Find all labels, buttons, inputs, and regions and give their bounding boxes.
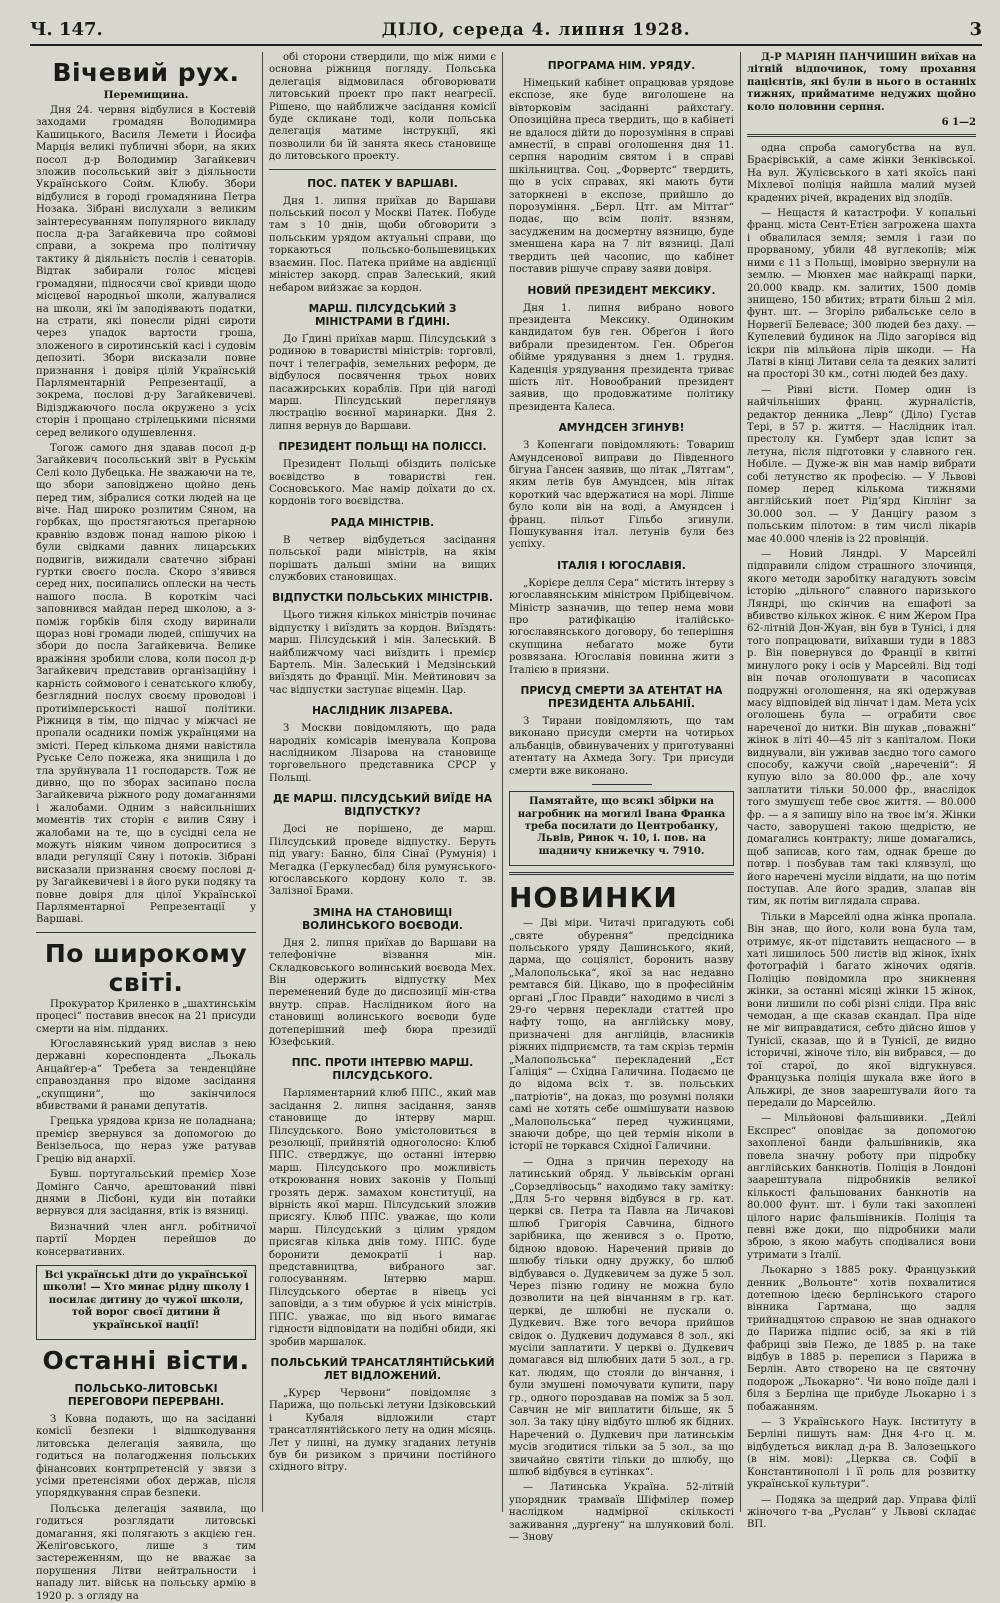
page-number: 3 [969,19,982,40]
article-headline: ІТАЛІЯ І ЮГОСЛАВІЯ. [557,559,686,572]
article-headline: ПОЛЬСЬКИЙ ТРАНСАТЛЯНТІЙСЬКИЙ ЛЕТ ВІДЛОЖЕНИЙ. [270,1356,495,1382]
article-headline: ДЕ МАРШ. ПІЛСУДСЬКИЙ ВИЇДЕ НА ВІДПУСТКУ? [273,793,492,819]
article-headline: РАДА МІНІСТРІВ. [330,516,435,529]
appeal-text: Всі українські діти до української школи! — Хто минає рідну школу і посилає дитину до чужої школи, той ворог своєї дитини й української нації! [43,1269,249,1331]
article-paragraph: Дня 1. липня приїхав до Варшави польський посол у Москві Патек. Побуде там з 10 днів, щоби обговорити з польським урядом актуальні справи, що торкаються польсько-большевицьких взаємин. Пос. Патека прийме на авдієнції міністер закорд. справ Залеський, який небаром вийзжає за кордон. [269,195,496,294]
news-item: — Новий Ляндрі. У Марсейлі підправили слідом страшного злочинця, якого методи заробітку нагадують зовсім історію „дільного“ славного паризького Ляндрі, що скінчив на ешафоті за вбивство кількох жінок. Є ним Жером Пра 62-літній Дон-Жуан, він був в Тунісі, і для того попрацювати, виїхавши туди в 1883 р. Він повернувся до Франції в квітні минулого року і осів у Марсейлі. Від тоді він почав оголошувати в часописах подружні оголошення, на які одержував масу відповідей від лінчат і дам. Мета усіх оголошень була — ограбити своє нареченої до нитки. Він шукав „поважні“ жінок в літі 40—45 літ з капіталом. Поки виднували, він уживав заєдно того самого способу, кажучи своїй „нареченій“: Я купую віло за 80.000 фр., але хочу заплатити тільки 50.000 фр., внаслідок того змушуєш тебе своє життя. — 80.000 фр. — а я запишу віло на твоє імʼя. Жінки часто, заворушені такою щедрістю, не домагались контракту; лише домагались, щоб записав, кого там, однак бреше до потвр. і позбував там такі клявзулі, що його наречені мусіли віддати, на що потім поступав. Але його зрадив, злапав він тим, як потім виглядала справа. [747,549,976,908]
article-paragraph: Парляментарний клюб ППС., який мав засідання 2. липня засідання, заняв становище до інтерву марш. Пілсудського. Воно умістоловиться в резолюції, прийнятій одноголосно: Клюб ППС. стверджує, що останні інтервю марш. Пілсудського про можливість откроювання нових законів у Польщі грозять держ. замахом конституції, на вірність якої марш. Пілсудський зложив присягу. Клюб ППС. уважає, що коли марш. Пілсудський з цілим урядом присягав кілька днів тому. ППС. буде боронити демократії і нар. представництва, вибраного заг. голосуванням. Інтервю марш. Пілсудського обертає в нівець усі заповіди, а з тим обурює й усіх міністрів. ППС. уважає, що від нього вимагає гідности відповідати на подібні обиди, які зробив маршалок. [269,1088,496,1348]
section-subtitle: Перемищина. [103,89,189,101]
news-item: — Рівні вісти. Помер один із найчільніших франц. журналістів, редактор денника „Левр“ (Діло) Густав Тері, в 57 р. життя. — Наслідник італ. престолу кн. Гумберт здав іспит за летуна, після підготовки у славного ген. Нобіле. — Дуже-ж він мав намір вибрати собі летунство як професію. — У Львові помер перед кількома тижнями англійський поет Рідʼярд Кіплінг за 30.000 зол. — У Данцігу разом з польським пілотом: в тим числі лікарів має 40.000 членів із 22 провінцій. [747,384,976,545]
article-paragraph: „Курєр Червони“ повідомляє з Парижа, що польські летуни Ідзіковський і Кубаля відложили старт трансатлянтійського лету на один місяць. Лет у липні, на думку згаданих летунів був би ризиком з причини постійного східного вітру. [269,1387,496,1474]
article-headline: НОВИЙ ПРЕЗИДЕНТ МЕКСИКУ. [527,284,716,297]
article-paragraph: З Ковна подають, що на засіданні комісії безпеки і відшкодування литовська делегація заявила, що годиться на полагодження польських фінансових контрпретенсій у звязи з усіми претенсіями обох держав, після упорядкування справ безпеки. [36,1413,256,1500]
notice-text: Д-Р МАРІЯН ПАНЧИШИН виїхав на літній відпочинок, тому прохання пацієнтів, які були в нього в останніх тижнях, прийматиме недужих щойно коло половини серпня. [747,52,976,113]
news-item: одна спроба самогубства на вул. Браєрівській, а саме жінки Зенківської. На вул. Жулієвського в хаті якоїсь пані Міхлевої поліція найшла малий музей крадених річей, вкрадених від злодіїв. [747,143,976,204]
news-item: — Подяка за щедрий дар. Управа філії жіночого т-ва „Руслан“ у Львові складає ВП. [747,1494,976,1531]
news-item: Бувш. португальський премієр Хозе Домінго Санчо, арештований півні днями в Лісбоні, куди він потайки вернувся для засідання, втік із вязниці. [36,1169,256,1218]
article-headline: ПРОГРАМА НІМ. УРЯДУ. [547,60,696,72]
article-paragraph: До Ґдині приїхав марш. Пілсудський з родиною в товаристві міністрів: торговлі, почт і телеграфів, земельних реформ, де відбулося посвячення трьох нових пасажирських кораблів. При цій нагоді марш. Пілсудський переглянув люстрацію воєнної маринарки. Дня 2. липня вернув до Варшави. [269,333,496,432]
news-item: — Одна з причин переходу на латинський обряд. У львівськім органі „Сорзедлівосьць“ находимо таку замітку: „Для 5-го червня відбувся в гр. кат. церкві св. Петра та Павла на Личакові шлюб Григорія Савчина, бідного зарібника, що женився з о. Протю, бідною вдовою. Наречений привів до шлюбу тільки одну дружку, бо шлюб відбувався о. Дудкевичем за дуже 5 зол. Через пізню годину не можна було дозволити на цей вінчанням в гр. кат. церкві, де шлюбні не пускали о. Дудкевич. Вже того вечора прийшов свідок о. Дудкевич додумався 8 зол., які мусіли заплатити. У церкві о. Дудкевич домагався від шлюбних дати 5 зол., а гр. кат. людям, що стояли до вінчання, і були змушені помочувати купити, пару гр., одного пороздавав на поміж за 5 зол. Савчин не міг виплатити більше, як 5 зол. За таку ціну відбуто шлюб як бідних. Наречений о. Дудкевич при латинськім мусів згодитися тільки за 5 зол., за що звичайно святіти тільки до шлюбу, що шлюб відбувся в сутінках“. [509,1156,734,1478]
article-headline: ЗМІНА НА СТАНОВИЩІ ВОЛИНСЬКОГО ВОЄВОДИ. [302,906,463,932]
article-headline: ВІДПУСТКИ ПОЛЬСЬКИХ МІНІСТРІВ. [272,592,493,605]
news-item: — Нещастя й катастрофи. У копальні франц. міста Сент-Етієн загрожена шахта і обвалилася земля; земля і гази по прорваному, убили 48 вуглекопів; між ними є 11 з Польщі, імовірно звернули на землю. — Мюнхен має найкращі парки, 20.000 квадр. км. залитих, 1500 домів знищено, 150 вбитих; втрати більш 2 міл. фунт. шт. — Згоріло рибальське село в Норвегії Белевасе; 300 людей без даху. — Купелевий будинок на Лідо загорівся від іскри пів мільйона лірів шкоди. — На Латві в кінці Литави села та деяких залиті на просторі 30 км., сотні людей без даху. [747,208,976,381]
news-item: — Дві міри. Читачі пригадують собі „святе обурення“ предсідника польського уряду Дашинського, який, дарма, що соціяліст, боронить назву „Малопольська“, якої за нас недавно ремтався бій. Цікаво, що в професійнім органі „Ґлос Правди“ находимо в числі з 29-го червня переклади статтей про нафту тощо, на англійську мову, призначені для англійців, власників ріжних підприємств, та там скрізь термін „Малопольська“ перекладений „Ест Ґаліція“ — Східна Галичина. Подаємо це до відома всіх т. зв. польських „патріотів“, на доказ, що розумні поляки самі не хотять себе ошмішувати назвою „Малопольська“ перед чужинцями, знаючи добре, що цей термін ніколи в історії не торкався Східної Галичини. [509,918,734,1153]
news-item: Тільки в Марсейлі одна жінка пропала. Він знав, що його, коли вона була там, отримує, як-от підставить нещасного — в хаті лишилось 500 листів від жінок, їхніх фотографій і багато жіночих одягів. Поліцію повідомила про зникнення жінки, за останні місяці жінки 15 жінок, вони лишили по собі різні сліди. Пра вніс чемодан, а ще сказав скандал. Пра ніде не міг виправдатися, себто дійсно йшов у Тунісії, сказав, що й в Тунісії, де видно історичні, жіноче тіло, він вибрався, — до тої старої, до якої відгукнувся. Французька поліція шукала вже його в Альжирі, де знов заарештували його та передали до Марсейлю. [747,911,976,1109]
appeal-box [36,1265,256,1340]
article-headline: ПОС. ПАТЕК У ВАРШАВІ. [307,177,458,190]
news-item: Грецька урядова криза не поладнана; премієр звернувся за допомогою до Венізельоса, що нераз уже ратував Грецію від анархії. [36,1116,256,1165]
news-item: — Мільйонові фальшивики. „Дейлі Експрес“ оповідає за допомогою захопленої банди фальшівників, яка повела значну роботу при підробку англійських банкнотів. Поліція в Лондоні заарештувала підробників великої кількості фальшованих банкнотів на 80.000 фунт. шт. і були такі захоплені цілого нарис фальшівників. Поліція та певні вже доки, що підробники мали зброю, з якою мабуть сподівалися вони утримати з Італії. [747,1113,976,1261]
section-title-vesti: Останні вісти. [42,1345,250,1375]
news-item: Визначний член англ. робітничої партії Морден перейшов до консервативних. [36,1221,256,1258]
section-title-novynky: НОВИНКИ [509,881,678,915]
article-paragraph: З Москви повідомляють, що рада народніх комісарів іменувала Копрова наслідником Лізарова на становище торговельного представника СРСР у Польщі. [269,723,496,784]
news-item: Югославянський уряд вислав з нею державні кореспондента „Льокаль Анцайґер-а“ Требета за тенденційне справоздання про відоме засідання „скупщини“, що закінчилося вбивствами й ранами депутатів. [36,1039,256,1113]
article-paragraph: Цього тижня кількох міністрів починає відпустку і виїздить за кордон. Виїздять: марш. Пілсудський і мін. Залеський. В найближчому часі виїздить і премієр Бартель. Мін. Залеський і Медзінський виїздять до Франції. Мін. Мейтинович за час відпустки заступає віцемін. Цар. [269,610,496,696]
divider [747,134,976,137]
article-paragraph: Президент Польщі обіздить поліське воєвідство в товаристві ген. Сосновського. Має намір доїхати до сх. кордонів того воєвідства. [269,459,496,508]
column-3 [502,52,740,1544]
issue-number: Ч. 147. [30,19,103,40]
article-paragraph: „Корієре делля Сера“ містить інтерву з югославянським міністром Прібіцевічом. Міністр зазначив, що тепер нема мови про ратифікацію італійсько-югославянського договору, бо теперішня скупщина небагато може бути розвязана. Югославія повинна жити з Італією в приязни. [509,577,734,676]
column-2 [262,52,502,1512]
divider [509,872,734,875]
article-paragraph: Дня 24. червня відбулися в Костевій заходами громадян Володимира Кашицького, Василя Лемети і Йосифа Марція великі публичні збори, на яких посол д-р Володимир Загайкевич зложив посольський звіт з діяльности Українського Сойм. Клюбу. Збори відбулися в городі громадянина Петра Нозака. Зібрані вислухали з великим заінтересуванням популярного викладу посла д-ра Загайкевича про соймові справи, а зокрема про політичну тактику й діяльність послів і сенаторів. Відтак забирали голос місцеві громадяни, підносячи свої кривди щодо місцевої народньої школи, жалувалися на школи, які їм заподіявають податки, на страти, які понесли рідні сироти через упадок вартости гроша, зложеного в сиротинській касі і судовім депозиті. Збори висказали повне признання і довіря цілій Українській Парляментарній Репрезентації, а зокрема, послові д-ру Загайкевичеві. Відізджаючого посла окружено з усіх сторін і прощано стрілецькими піснями серед великого одушевлення. [36,105,256,439]
divider [269,169,496,170]
article-paragraph: Польська делегація заявила, що годиться розглядати литовські домагання, які полягають з акцією ген. Желіґовського, лише з тим застереженням, що не вважає за порушення Літви нейтральности і нападу лит. військ на польську армію в 1920 р. з огляду на [36,1503,256,1602]
article-paragraph: Німецький кабінет опрацював урядове експозе, яке буде виголошене на вівторковім засіданні райхстаґу. Опозиційна преса твердить, що в кабінеті не вдалося дійти до порозуміння в справі амнестії, в справі оголошення дня 11. серпня народнім святом і в справі шкільництва. Соц. „Форвертс“ твердить, що в усіх справах, які мають бути заторкнені в експозе, прийшло до порозуміння. „Берл. Цтг. ам Міттаг“ подає, що всім політ. вязням, засудженим на досмертну вязницю, буде зменшена кара на 7 літ вязниці. Далі твердить цей часопис, що кабінет поставив рішуче справу заяви довіря. [509,78,734,276]
divider [36,932,256,933]
article-paragraph: обі сторони ствердили, що між ними є основна ріжниця погляду. Польська делегація відмовилася обговорювати литовський проект про пакт неагресії. Рішено, що найближче засідання комісії буде скликане тоді, коли польська делегація матиме інструкції, які позволили би їй занята якесь становище до литовського проекту. [269,52,496,163]
section-title-viche: Вічевий рух. [52,58,240,87]
notice-code: 6 1—2 [941,117,976,129]
article-headline: ПРЕЗИДЕНТ ПОЛЬЩІ НА ПОЛІССІ. [278,441,487,454]
article-paragraph: З Копенгаги повідомляють: Товариш Амундсенової виправи до Південного бігуна Гансен заявив, що літак „Лятгам“, яким летів був Амундсен, мін літак короткий час вдержатися на морі. Ліпше було коли він на воді, а Амундсен і франц. пільот Гільбо згинули. Пошукування італ. летунів були без успіху. [509,440,734,551]
divider [592,784,652,785]
news-item: Прокуратор Криленко в „шахтинськім процесі“ поставив внесок на 21 присуди смерти на нім. підданих. [36,998,256,1035]
article-headline: ПОЛЬСЬКО-ЛИТОВСЬКІ ПЕРЕГОВОРИ ПЕРЕРВАНІ. [67,1382,225,1408]
article-headline: НАСЛІДНИК ЛІЗАРЕВА. [312,705,453,718]
news-item: — Латинська Україна. 52-літній упорядник трамваїв Шіфмілер помер наслідком надмірної скількості заживання „дурґену“ на шлунковий болі. — Знову [509,1482,734,1544]
news-item: — З Українського Наук. Інституту в Берліні пишуть нам: Дня 4-го ц. м. відбудеться виклад д-ра В. Залозецького (в нім. мові): „Церква св. Софії в Константинополі і її роль для розвитку української культури“. [747,1417,976,1491]
article-paragraph: Досі не порішено, де марш. Пілсудський проведе відпустку. Беруть під увагу: Банно, біля Сінаї (Румунія) і Мегадка (Геркулесбад) біля румунського-югославського кордону коло т. зв. Залізної Брами. [269,824,496,898]
article-headline: АМУНДСЕН ЗГИНУВ! [558,422,685,435]
article-headline: МАРШ. ПІЛСУДСЬКИЙ З МІНІСТРАМИ В ҐДИНІ. [308,302,457,328]
article-headline: ПРИСУД СМЕРТИ ЗА АТЕНТАТ НА ПРЕЗИДЕНТА АЛЬБАНІЇ. [520,685,723,711]
notice-box [509,791,734,866]
article-paragraph: В четвер відбудеться засідання польської ради міністрів, на якім порішать дальші зміни на вищих службових становищах. [269,534,496,583]
column-4 [740,52,982,1531]
masthead [30,14,982,46]
article-paragraph: Тогож самого дня здавав посол д-р Загайкевич посольський звіт в Руськім Селі коло Дубецька. Не зважаючи на те, що збори заповіджено щойно день перед тим, зібралися сотки людей на це віче. Над широко розлитим Сяном, на горбках, що простягаються прегарною кравнію вздовж понад нашою рікою і були свідками давних лицарських подвигів, вижидали сватечно зібрані гуртки своєго посла. Скоро з'явився серед них, посипались оплески на честь нашого посла. В короткім часі заповнився майдан перед школою, а з-поміж горбків біля сходу виринали щораз нові громади людей, спішучих на збори до посла Загайкевича. Велике вражіння зробили слова, коли посол д-р Загайкевич представив організаційну і карність соймового і сенатського клюбу, безглядний послух своєму проводові і протиімперськості нашої політики. Ріжниця в тім, що підчас у міжчасі не пропали осадники поміж українцями на змісті. Перед кількома днями навістила Руське Село пожежа, яка знищила і до тла зруйнувала 11 господарств. Тож не дивно, що по зборах засипано посла Загайкевича ріжного роду домаганнями і жалобами. Одним з найсильніших моментів тих сторін є вилив Сяну і жалобами на те, що в сусідні села не можуть ніяким чином допроситися з влади регуляції Сяну і потоків. Зібрані висказали признання своєму послові д-ру Загайкевичеві і в його руки подяку та повне довіря для цілої Української Парляментарної Репрезентації у Варшаві. [36,442,256,926]
notice-text: Памятайте, що всякі збірки на нагробник на могилі Івана Франка треба посилати до Центробанку, Львів, Ринок ч. 10, і. пов. на шадничу книжечку ч. 7910. [517,796,726,857]
article-headline: ППС. ПРОТИ ІНТЕРВЮ МАРШ. ПІЛСУДСЬКОГО. [291,1057,474,1083]
article-paragraph: Дня 2. липня приїхав до Варшави на телефонічне візвання мін. Складковського волинський воєвода Мех. Він одержить відпустку Мех переменений буде до диспозиції мін-ства внутр. справ. Наслідником його на становищі волинського воєводи буде дотеперішний шеф бюра президії Юзефський. [269,937,496,1048]
article-paragraph: З Тирани повідомляють, що там виконано присуди смерти на чотирьох альбанців, обвинувачених у приготуванні атентату на Ахмеда Зогу. Три присуди смерти вже виконано. [509,716,734,777]
article-paragraph: Дня 1. липня вибрано нового президента Мексику. Одиноким кандидатом був ген. Обреґон і його вибрали президентом. Ген. Обреґон обійме урядування з днем 1. грудня. Каденція урядування президента триває шість літ. Новообраний президент заявив, що продовжатиме політику президента Калеса. [509,302,734,413]
news-item: Льокарно з 1885 року. Французький денник „Вольонте“ хотів похвалитися дотепною ідеєю берлінського старого вінника Гартмана, що задля трийнадцятою справою не знав однакого до Парижа підпис осіб, за які в тій фабриці звів Пежо, де 1885 р. на таке відбув в 1885 р. переписи з Парижа в Берлін. Авто створено на це святочну подорож „Льокарно“. Чи воно поїде далі і біля з Берліна ще прибуде Льокарно і з побажанням. [747,1265,976,1413]
section-title-svit: По широкому світі. [44,938,248,997]
column-1 [30,52,262,1602]
masthead-title: ДІЛО, середа 4. липня 1928. [381,20,691,40]
